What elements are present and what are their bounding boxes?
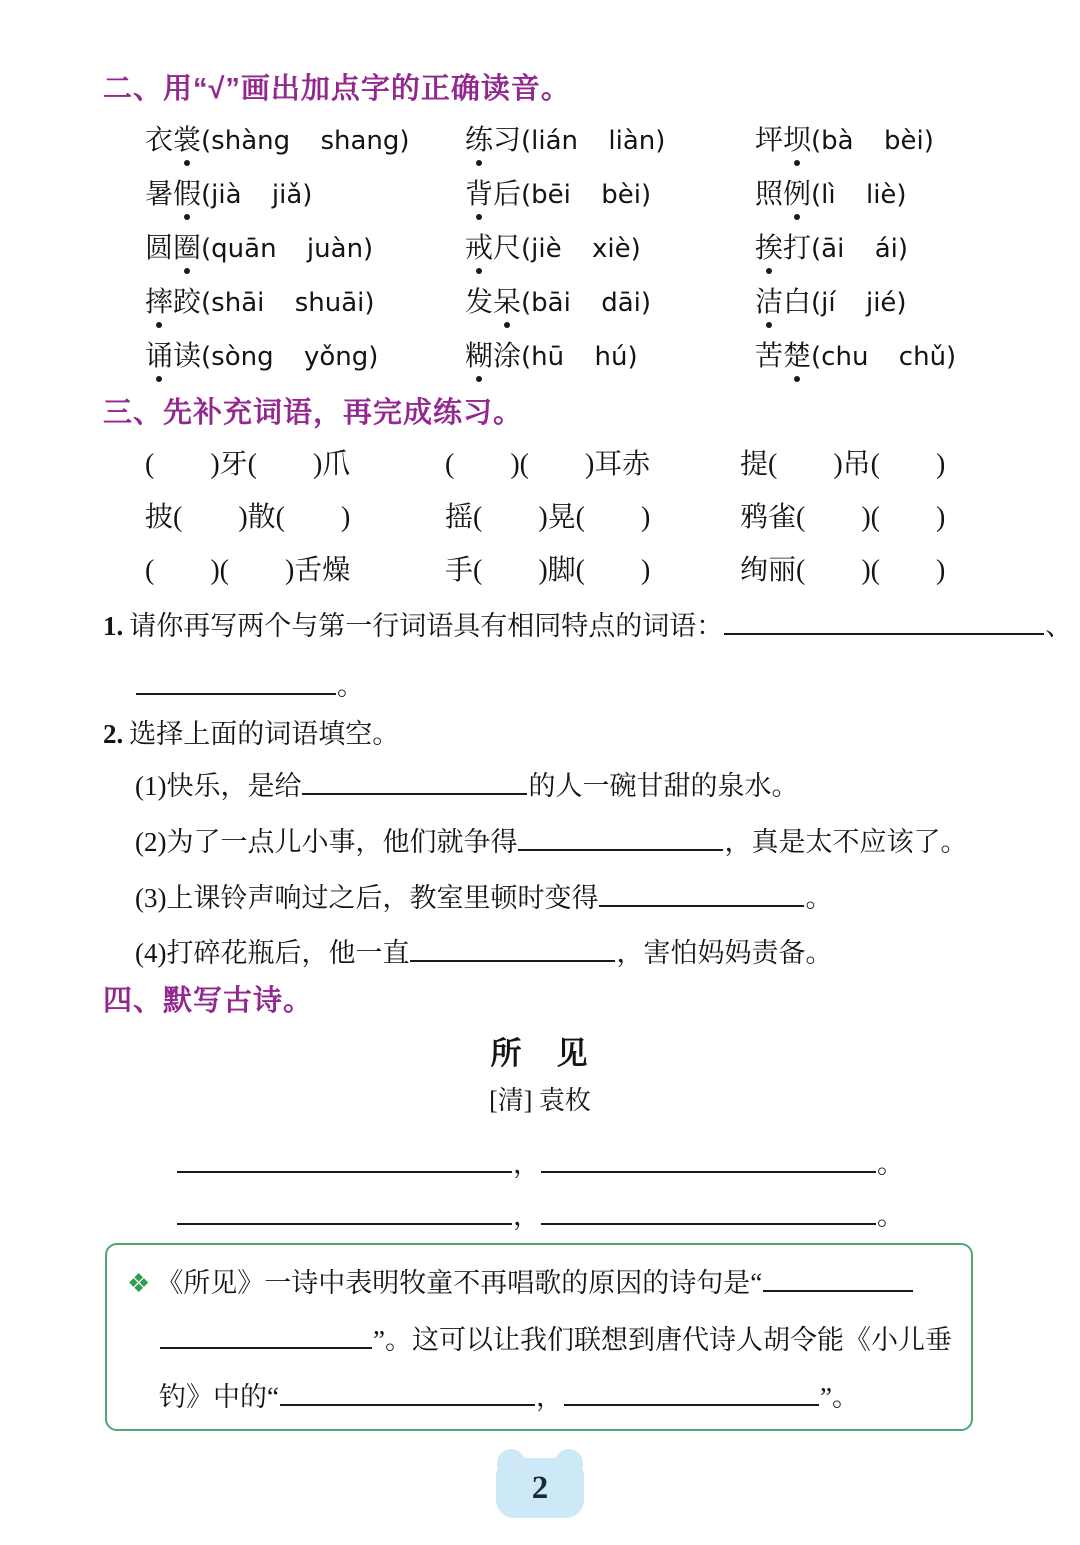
question-1: 1. 请你再写两个与第一行词语具有相同特点的词语： 、 <box>103 604 1072 643</box>
question-2-sub-4: (4)打碎花瓶后，他一直 ，害怕妈妈责备。 <box>135 931 832 970</box>
dotted-char: 摔 <box>145 280 173 320</box>
pinyin-options: (bēi bèi) <box>521 180 652 210</box>
pronunciation-item: 坪坝(bà bèi) <box>755 118 990 172</box>
pinyin-options: (āi ái) <box>811 234 908 264</box>
completion-item: ( )( )耳赤 <box>445 449 651 480</box>
blank-line <box>177 1144 512 1173</box>
completion-item: 摇( )晃( ) <box>445 502 651 533</box>
pinyin-options: (jià jiǎ) <box>201 180 313 210</box>
pinyin-options: (quān juàn) <box>201 234 374 264</box>
pronunciation-item: 发呆(bāi dāi) <box>465 280 755 334</box>
dotted-char: 呆 <box>493 280 521 320</box>
dotted-char: 洁 <box>755 280 783 320</box>
dotted-char: 背 <box>465 172 493 212</box>
pronunciation-item: 衣裳(shàng shang) <box>145 118 465 172</box>
poem-blank-line-2: ， 。 <box>105 1194 975 1233</box>
pronunciation-item: 摔跤(shāi shuāi) <box>145 280 465 334</box>
pronunciation-item: 练习(lián liàn) <box>465 118 755 172</box>
poem-author: [清] 袁枚 <box>489 1086 591 1115</box>
pronunciation-item: 戒尺(jiè xiè) <box>465 226 755 280</box>
blank-line <box>724 606 1044 635</box>
question-number: 1. <box>103 611 124 641</box>
blank-line <box>136 666 336 695</box>
page-number-badge <box>496 1458 584 1518</box>
dotted-char: 坝 <box>783 118 811 158</box>
pronunciation-item: 挨打(āi ái) <box>755 226 990 280</box>
dotted-char: 诵 <box>145 334 173 374</box>
pronunciation-item: 暑假(jià jiǎ) <box>145 172 465 226</box>
completion-item: 提( )吊( ) <box>740 449 946 480</box>
pronunciation-item: 苦楚(chu chǔ) <box>755 334 990 388</box>
pronunciation-item: 糊涂(hū hú) <box>465 334 755 388</box>
pinyin-options: (sòng yǒng) <box>201 342 379 372</box>
dotted-char: 裳 <box>173 118 201 158</box>
blank-line <box>763 1263 913 1292</box>
completion-item: 披( )散( ) <box>145 502 351 533</box>
completion-item: ( )( )舌燥 <box>145 555 351 586</box>
blank-line <box>599 878 804 907</box>
poem-blank-line-1: ， 。 <box>105 1142 975 1181</box>
word-completion-grid <box>145 442 980 601</box>
section2-heading: 二、用“√”画出加点字的正确读音。 <box>103 73 571 105</box>
dotted-char: 楚 <box>783 334 811 374</box>
blank-line <box>541 1144 876 1173</box>
pinyin-options: (bà bèi) <box>811 126 934 156</box>
pronunciation-item: 照例(lì liè) <box>755 172 990 226</box>
diamond-cluster-icon: ❖ <box>127 1269 151 1298</box>
completion-item: ( )牙( )爪 <box>145 449 351 480</box>
pinyin-options: (lián liàn) <box>521 126 666 156</box>
dotted-char: 练 <box>465 118 493 158</box>
note-line-2: ”。这可以让我们联想到唐代诗人胡令能《小儿垂 <box>127 1312 951 1369</box>
dotted-char: 挨 <box>755 226 783 266</box>
question-2: 2. 选择上面的词语填空。 <box>103 719 400 749</box>
dotted-char: 戒 <box>465 226 493 266</box>
question-number: 2. <box>103 719 124 749</box>
dotted-char: 糊 <box>465 334 493 374</box>
question-2-sub-2: (2)为了一点儿小事，他们就争得 ，真是太不应该了。 <box>135 820 967 859</box>
pronunciation-item: 洁白(jí jié) <box>755 280 990 334</box>
completion-item: 手( )脚( ) <box>445 555 651 586</box>
pinyin-options: (shàng shang) <box>201 126 410 156</box>
note-line-3: 钓》中的“ ， ”。 <box>127 1369 951 1426</box>
question-1-continued: 。 <box>135 664 364 703</box>
completion-item: 鸦雀( )( ) <box>740 502 946 533</box>
pronunciation-item: 圆圈(quān juàn) <box>145 226 465 280</box>
pinyin-options: (chu chǔ) <box>811 342 957 372</box>
pinyin-options: (bāi dāi) <box>521 288 652 318</box>
dotted-char: 例 <box>783 172 811 212</box>
blank-line <box>541 1196 876 1225</box>
review-note-box <box>105 1243 973 1431</box>
question-2-sub-1: (1)快乐，是给 的人一碗甘甜的泉水。 <box>135 764 798 803</box>
pinyin-options: (jiè xiè) <box>521 234 641 264</box>
pronunciation-grid <box>145 118 990 388</box>
blank-line <box>280 1377 535 1406</box>
poem-title: 所 见 <box>490 1036 590 1071</box>
section4-heading: 四、默写古诗。 <box>103 985 314 1017</box>
blank-line <box>177 1196 512 1225</box>
blank-line <box>302 766 527 795</box>
blank-line <box>160 1320 372 1349</box>
note-line-1: ❖ 《所见》一诗中表明牧童不再唱歌的原因的诗句是“ <box>127 1255 951 1312</box>
question-2-sub-3: (3)上课铃声响过之后，教室里顿时变得 。 <box>135 876 832 915</box>
blank-line <box>564 1377 819 1406</box>
page-number: 2 <box>496 1458 584 1518</box>
pinyin-options: (shāi shuāi) <box>201 288 375 318</box>
dotted-char: 假 <box>173 172 201 212</box>
pinyin-options: (jí jié) <box>811 288 907 318</box>
completion-item: 绚丽( )( ) <box>740 555 946 586</box>
pinyin-options: (hū hú) <box>521 342 638 372</box>
blank-line <box>518 822 723 851</box>
pronunciation-item: 诵读(sòng yǒng) <box>145 334 465 388</box>
pronunciation-item: 背后(bēi bèi) <box>465 172 755 226</box>
blank-line <box>410 933 615 962</box>
section3-heading: 三、先补充词语，再完成练习。 <box>103 397 524 429</box>
pinyin-options: (lì liè) <box>811 180 907 210</box>
dotted-char: 圈 <box>173 226 201 266</box>
